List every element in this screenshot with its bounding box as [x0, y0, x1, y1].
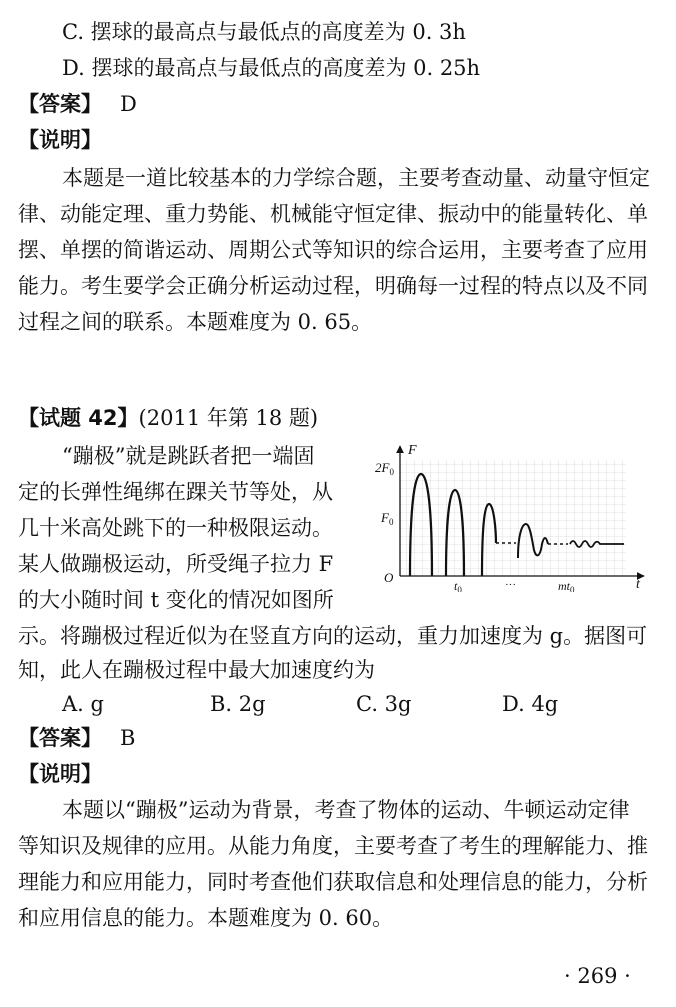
explanation-line: 理能力和应用能力，同时考查他们获取信息和处理信息的能力，分析 [18, 870, 648, 894]
question-source: (2011 年第 18 题) [138, 406, 319, 430]
origin-label: O [384, 570, 394, 585]
question-line: 的大小随时间 t 变化的情况如图所 [18, 588, 334, 612]
question-header [18, 404, 318, 432]
explanation-label: 【说明】 [18, 128, 102, 152]
x-tick-dots: ··· [505, 579, 516, 591]
answer-label: 【答案】 [18, 726, 102, 750]
question-line: 某人做蹦极运动，所受绳子拉力 F [18, 552, 334, 576]
explanation-line: 摆、单摆的简谐运动、周期公式等知识的综合运用，主要考查了应用 [18, 238, 648, 262]
question-line: 知，此人在蹦极过程中最大加速度约为 [18, 658, 375, 682]
x-tick-mt0: $mt_0$ [558, 579, 575, 592]
explanation-line: 和应用信息的能力。本题难度为 0. 60。 [18, 906, 394, 930]
question-title: 【试题 42】 [18, 406, 139, 430]
x-tick-t0: $t_0$ [454, 579, 462, 592]
answer-value: B [120, 726, 136, 750]
explanation-label: 【说明】 [18, 762, 102, 786]
y-tick-2f0: $2F_0$ [375, 460, 394, 477]
grid-area [400, 460, 626, 576]
y-axis-label: F [408, 443, 417, 458]
answer-label: 【答案】 [18, 92, 102, 116]
option-d: D. 4g [502, 692, 559, 716]
option-b: B. 2g [210, 692, 266, 716]
option-a: A. g [62, 692, 104, 716]
question-line: 定的长弹性绳绑在踝关节等处，从 [18, 480, 333, 504]
option-d-line: D. 摆球的最高点与最低点的高度差为 0. 25h [62, 56, 481, 80]
question-line: 示。将蹦极过程近似为在竖直方向的运动，重力加速度为 g。据图可 [18, 624, 648, 648]
explanation-line: 本题是一道比较基本的力学综合题，主要考查动量、动量守恒定 [62, 166, 650, 190]
explanation-line: 律、动能定理、重力势能、机械能守恒定律、振动中的能量转化、单 [18, 202, 648, 226]
option-c-line: C. 摆球的最高点与最低点的高度差为 0. 3h [62, 20, 466, 44]
force-time-graph [358, 440, 650, 592]
answer-value: D [120, 92, 137, 116]
explanation-line: 本题以“蹦极”运动为背景，考查了物体的运动、牛顿运动定律 [62, 798, 630, 822]
question-line: “蹦极”就是跳跃者把一端固 [62, 444, 315, 468]
explanation-line: 等知识及规律的应用。从能力角度，主要考查了考生的理解能力、推 [18, 834, 648, 858]
y-tick-f0: $F_0$ [381, 510, 394, 527]
explanation-line: 过程之间的联系。本题难度为 0. 65。 [18, 310, 373, 334]
question-line: 几十米高处跳下的一种极限运动。 [18, 516, 333, 540]
page-number: · 269 · [564, 964, 631, 988]
explanation-line: 能力。考生要学会正确分析运动过程，明确每一过程的特点以及不同 [18, 274, 648, 298]
answer-row [18, 90, 137, 118]
x-axis-label: t [636, 577, 640, 592]
answer-row [18, 724, 135, 752]
option-c: C. 3g [356, 692, 412, 716]
